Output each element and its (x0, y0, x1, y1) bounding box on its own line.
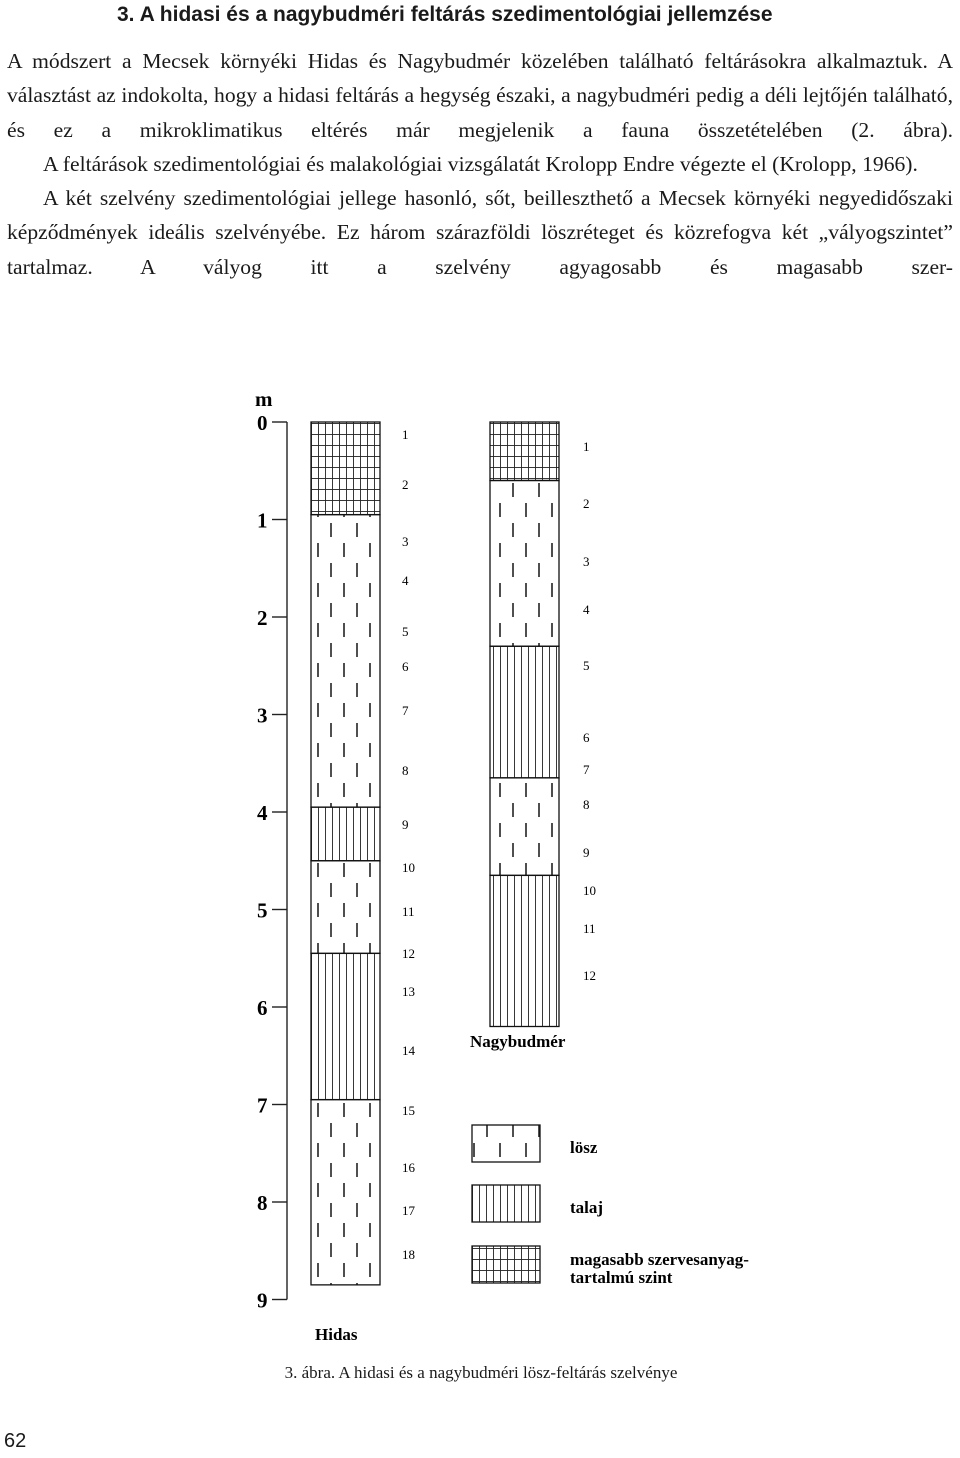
depth-tick-label: 5 (257, 898, 268, 923)
sample-number: 4 (583, 602, 590, 617)
stratigraphic-figure (0, 380, 960, 1360)
sample-number: 2 (402, 477, 409, 492)
nagybudmer-column (490, 422, 559, 1027)
sample-number: 3 (402, 534, 409, 549)
hidas-label: Hidas (315, 1325, 358, 1344)
layer-talaj (311, 807, 380, 861)
legend-label-magasabb: magasabb szervesanyag-tartalmú szint (570, 1250, 749, 1287)
sample-number: 17 (402, 1203, 415, 1218)
depth-tick-label: 6 (257, 996, 268, 1020)
sample-number: 9 (402, 817, 409, 832)
layer-talaj (490, 646, 559, 778)
sample-number: 7 (402, 703, 409, 718)
sample-number: 5 (402, 624, 409, 639)
paragraph-2: A feltárások szedimentológiai és malakológiai vizsgálatát Krolopp Endre végezte el (Krolopp, 1966). (43, 151, 918, 176)
legend-swatch-magasabb (472, 1246, 540, 1283)
sample-number: 9 (583, 845, 590, 860)
sample-number: 12 (402, 946, 415, 961)
layer-losz (490, 481, 559, 647)
figure-canvas (0, 380, 960, 1355)
sample-number: 4 (402, 573, 409, 588)
depth-tick-label: 2 (257, 606, 268, 630)
sample-number: 18 (402, 1247, 415, 1262)
paragraph-1: A módszert a Mecsek környéki Hidas és Nagybudmér közelében található feltárásokra alkalmaztuk. A választást az indokolta, hogy a hidasi feltárás a hegység északi, a nagybudméri pedig a déli lejtőjén található, és ez a mikroklimatikus eltérés már megjelenik a fauna összetételében (2. ábra). (7, 49, 953, 142)
depth-tick-label: 4 (257, 801, 268, 825)
sample-number: 6 (583, 730, 590, 745)
layer-losz (490, 778, 559, 876)
figure-caption: 3. ábra. A hidasi és a nagybudméri lösz-feltárás szelvénye (284, 1363, 678, 1382)
depth-tick-label: 8 (257, 1191, 268, 1215)
sample-number: 11 (583, 921, 596, 936)
depth-tick-label: 3 (257, 703, 268, 728)
legend-label-talaj: talaj (570, 1198, 604, 1217)
sample-number: 1 (583, 439, 590, 454)
layer-losz (311, 1100, 380, 1285)
section-heading: 3. A hidasi és a nagybudméri feltárás szedimentológiai jellemzése (117, 3, 773, 26)
sample-number: 15 (402, 1103, 415, 1118)
page-number: 62 (4, 1430, 27, 1452)
sample-number: 7 (583, 762, 590, 777)
sample-number: 8 (583, 797, 590, 812)
sample-number: 16 (402, 1160, 415, 1175)
sample-number: 8 (402, 763, 409, 778)
sample-number: 10 (402, 860, 415, 875)
sample-number: 14 (402, 1043, 415, 1058)
layer-talaj (490, 875, 559, 1026)
sample-number: 10 (583, 883, 596, 898)
depth-scale (257, 411, 287, 1313)
body-text (7, 44, 953, 284)
nagybudmer-sample-numbers (583, 439, 596, 983)
depth-tick-label: 1 (257, 508, 268, 533)
sample-number: 12 (583, 968, 596, 983)
legend-swatch-talaj (472, 1185, 540, 1222)
layer-magasabb (311, 422, 380, 515)
depth-unit-label: m (255, 387, 273, 411)
nagybudmer-label: Nagybudmér (470, 1032, 566, 1051)
paragraph-3: A két szelvény szedimentológiai jellege hasonló, sőt, beilleszthető a Mecsek környéki negyedidőszaki képződmények ideális szelvényébe. Ez három szárazföldi löszréteget és közrefogva két „vályogszintet” tartalmaz. A vályog itt a szelvény agyagosabb és magasabb szer- (7, 186, 953, 279)
legend-swatch-losz (472, 1125, 540, 1162)
legend-label-losz: lösz (570, 1138, 598, 1157)
depth-tick-label: 9 (257, 1288, 268, 1313)
hidas-column (311, 422, 380, 1285)
depth-tick-label: 7 (257, 1093, 268, 1118)
sample-number: 5 (583, 658, 590, 673)
layer-magasabb (490, 422, 559, 481)
sample-number: 13 (402, 984, 415, 999)
legend (472, 1125, 749, 1287)
layer-losz (311, 861, 380, 954)
layer-talaj (311, 953, 380, 1099)
depth-tick-label: 0 (257, 411, 268, 435)
sample-number: 11 (402, 904, 415, 919)
sample-number: 2 (583, 496, 590, 511)
sample-number: 6 (402, 659, 409, 674)
sample-number: 3 (583, 554, 590, 569)
layer-losz (311, 515, 380, 808)
hidas-sample-numbers (402, 427, 416, 1262)
sample-number: 1 (402, 427, 409, 442)
